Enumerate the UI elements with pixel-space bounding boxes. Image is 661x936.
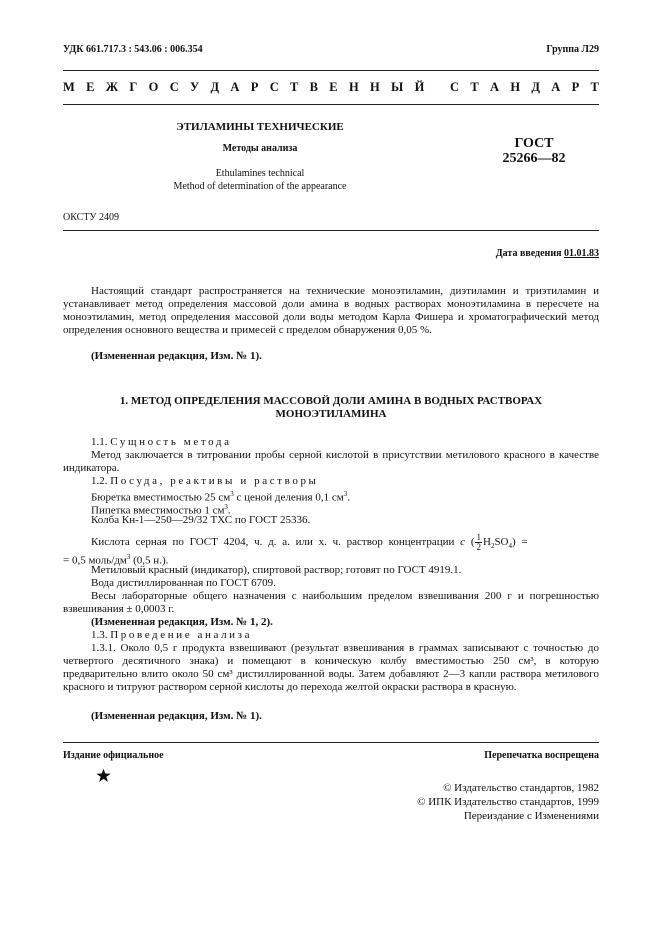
banner-letter: Е [86,80,95,94]
banner-top-rule [63,70,599,71]
banner-letter: Н [348,80,359,94]
english-title-1: Ethulamines technical [215,168,305,179]
english-title-2: Method of determination of the appearance [173,181,347,192]
preamble-text: Настоящий стандарт распространяется на технические моноэтиламин, диэтиламин и триэтиламин и устанавливает метод определения массовой доли амина в водных растворах моноэтиламина в пересчете на моноэтиламин, метод определения массовой доли воды методом Карла Фишера и хроматографический метод определения основного вещества и примесей с пределом обнаружения 0,05 %. [63,285,599,336]
section1-title-line2: МОНОЭТИЛАМИНА [275,408,387,420]
banner-letter: С [450,80,460,94]
sulfuric-acid-item: Кислота серная по ГОСТ 4204, ч. д. а. или х. ч. раствор концентрации c ( $\frac{1}{2}H_2SO_4$) = [91,532,528,552]
banner-letter: С [269,80,279,94]
banner-letter: Н [369,80,380,94]
interstate-standard-banner [63,80,599,95]
gost-label: ГОСТ [514,136,554,151]
copyright-1982: © Издательство стандартов, 1982 [443,782,599,794]
document-subtitle: Методы анализа [222,143,298,154]
flask-item: Колба Кн-1—250—29/32 ТХС по ГОСТ 25336. [91,514,311,526]
banner-letter: Т [290,80,299,94]
methyl-red-item: Метиловый красный (индикатор), спиртовой раствор; готовят по ГОСТ 4919.1. [91,564,462,576]
banner-letter: Г [129,80,138,94]
amendment-1-2: (Измененная редакция, Изм. № 1, 2). [91,616,273,628]
banner-letter: Р [571,80,580,94]
pipette-item: Пипетка вместимостью 1 $см^3$. [91,503,231,517]
banner-letter: Ы [391,80,404,94]
gost-number: 25266—82 [502,151,566,166]
banner-letter: А [490,80,500,94]
banner-letter: А [551,80,561,94]
subsection-1-3-1-text: 1.3.1. Около 0,5 г продукта взвешивают (результат взвешивания в граммах записывают с точностью до четвертого десятичного знака) и помещают в коническую колбу вместимостью 250 см³, в которую предварительно влито около 50 см³ дистиллированной воды. Затем добавляют 2—3 капли раствора метилового красного и титруют раствором серной кислоты до перехода желтой окраски раствора в красную. [63,642,599,693]
banner-letter: Д [531,80,540,94]
banner-letter: Т [590,80,599,94]
amendment-1: (Измененная редакция, Изм. № 1). [91,710,262,722]
banner-letter: Н [510,80,521,94]
official-edition-label: Издание официальное [63,750,164,761]
udk-code: УДК 661.717.3 : 543.06 : 006.354 [63,44,203,55]
section1-title-line1: 1. МЕТОД ОПРЕДЕЛЕНИЯ МАССОВОЙ ДОЛИ АМИНА В ВОДНЫХ РАСТВОРАХ [119,395,543,407]
distilled-water-item: Вода дистиллированная по ГОСТ 6709. [91,577,276,589]
banner-letter: А [230,80,240,94]
banner-letter: Д [210,80,220,94]
burette-item: Бюретка вместимостью 25 $см^3$ с ценой деления 0,1 $см^3$. [91,490,350,504]
preamble-amendment: (Измененная редакция, Изм. № 1). [91,350,262,362]
reissue-note: Переиздание с Изменениями [463,810,599,822]
footer-separator [63,742,599,743]
okstu-code: ОКСТУ 2409 [63,212,120,223]
banner-bottom-rule [63,104,599,105]
document-title: ЭТИЛАМИНЫ ТЕХНИЧЕСКИЕ [176,121,344,133]
subsection-1-2-heading: 1.2. Посуда, реактивы и растворы [91,475,319,487]
banner-letter [436,80,439,95]
banner-letter: Ж [105,80,119,94]
header-separator [63,230,599,231]
subsection-1-1-text: Метод заключается в титровании пробы серной кислотой в присутствии метилового красного в качестве индикатора. [63,449,599,474]
banner-letter: Й [414,80,425,94]
banner-letter: Т [470,80,479,94]
banner-letter: В [309,80,318,94]
one-half-fraction: $\frac{1}{2}$ [476,532,481,552]
intro-date-value: 01.01.83 [564,248,599,259]
sulfuric-acid-concentration: = 0,5 моль/$дм^3$ (0,5 н.). [63,553,169,567]
subsection-1-1-heading: 1.1. Сущность метода [91,436,232,448]
banner-letter: У [190,80,200,94]
banner-letter: М [63,80,75,94]
banner-letter: Р [250,80,259,94]
reprint-prohibited-label: Перепечатка воспрещена [484,750,599,761]
group-code: Группа Л29 [546,44,599,55]
introduction-date [496,248,599,259]
intro-date-label: Дата введения [495,248,562,259]
banner-letter: О [148,80,159,94]
banner-letter: Е [329,80,338,94]
copyright-1999: © ИПК Издательство стандартов, 1999 [417,796,599,808]
scales-item: Весы лабораторные общего назначения с наибольшим пределом взвешивания 200 г и погрешностью взвешивания ± 0,0003 г. [63,590,599,615]
subsection-1-3-heading: 1.3. Проведение анализа [91,629,253,641]
star-icon [96,768,111,783]
banner-letter: С [169,80,179,94]
